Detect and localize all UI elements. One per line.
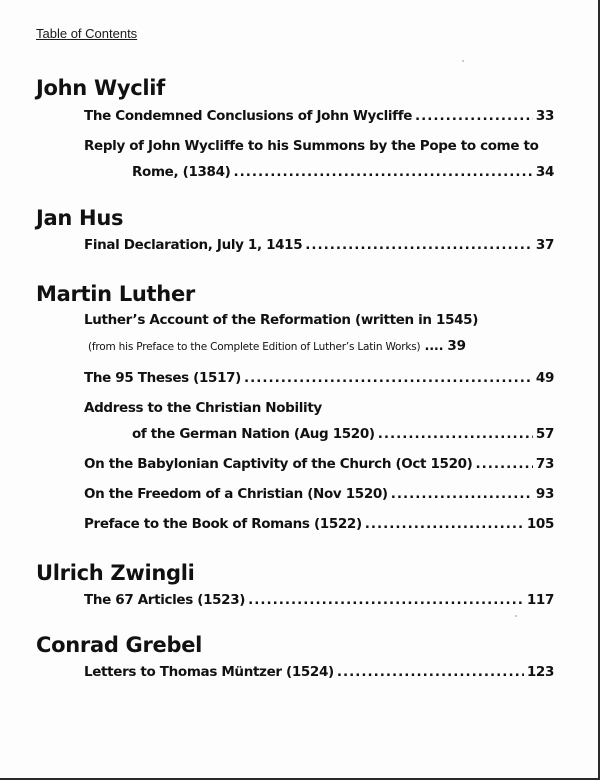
entry-label: Rome, (1384) — [132, 164, 231, 180]
toc-entry — [84, 456, 554, 472]
dot-leader — [244, 370, 533, 386]
section-title-conrad-grebel: Conrad Grebel — [36, 633, 203, 657]
entry-label: Final Declaration, July 1, 1415 — [84, 237, 303, 253]
entry-label: Letters to Thomas Müntzer (1524) — [84, 664, 334, 680]
toc-entry — [132, 426, 554, 442]
entry-page-number: 105 — [526, 516, 554, 532]
entry-label: of the German Nation (Aug 1520) — [132, 426, 375, 442]
dot-leader — [365, 516, 524, 532]
entry-page-number: 93 — [535, 486, 554, 502]
entry-page-number: 57 — [535, 426, 554, 442]
dot-leader — [305, 237, 533, 253]
dot-leader — [476, 456, 533, 472]
dot-leader: .... — [424, 339, 444, 354]
toc-entry — [132, 164, 554, 180]
entry-label: On the Freedom of a Christian (Nov 1520) — [84, 486, 388, 502]
toc-entry-note — [88, 338, 466, 354]
scan-speck — [515, 615, 517, 617]
section-title-martin-luther: Martin Luther — [36, 282, 195, 306]
toc-entry — [84, 370, 554, 386]
entry-label-line1: Address to the Christian Nobility — [84, 400, 322, 416]
toc-entry — [84, 664, 554, 680]
entry-page-number: 33 — [535, 108, 554, 124]
dot-leader — [391, 486, 533, 502]
section-title-jan-hus: Jan Hus — [36, 206, 124, 230]
entry-page-number: 117 — [526, 592, 554, 608]
section-title-john-wyclif: John Wyclif — [36, 76, 165, 100]
entry-label-line1: Reply of John Wycliffe to his Summons by the Pope to come to — [84, 138, 539, 154]
entry-label-line1: Luther’s Account of the Reformation (written in 1545) — [84, 312, 479, 328]
entry-page-number: 37 — [535, 237, 554, 253]
entry-note: (from his Preface to the Complete Edition of Luther’s Latin Works) — [88, 341, 421, 353]
dot-leader — [248, 592, 524, 608]
scan-speck — [462, 60, 464, 62]
entry-label: On the Babylonian Captivity of the Church (Oct 1520) — [84, 456, 473, 472]
entry-label: Preface to the Book of Romans (1522) — [84, 516, 362, 532]
toc-entry — [84, 592, 554, 608]
dot-leader — [415, 108, 533, 124]
toc-header: Table of Contents — [36, 26, 138, 41]
dot-leader — [378, 426, 533, 442]
entry-label: The Condemned Conclusions of John Wycliffe — [84, 108, 413, 124]
toc-entry — [84, 486, 554, 502]
entry-page-number: 34 — [535, 164, 554, 180]
dot-leader — [337, 664, 524, 680]
entry-page-number: 39 — [447, 338, 466, 354]
entry-label: The 95 Theses (1517) — [84, 370, 241, 386]
dot-leader — [233, 164, 532, 180]
toc-entry — [84, 237, 554, 253]
section-title-ulrich-zwingli: Ulrich Zwingli — [36, 561, 195, 585]
entry-page-number: 123 — [526, 664, 554, 680]
toc-entry — [84, 516, 554, 532]
entry-page-number: 49 — [535, 370, 554, 386]
entry-page-number: 73 — [535, 456, 554, 472]
entry-label: The 67 Articles (1523) — [84, 592, 246, 608]
toc-entry — [84, 108, 554, 124]
